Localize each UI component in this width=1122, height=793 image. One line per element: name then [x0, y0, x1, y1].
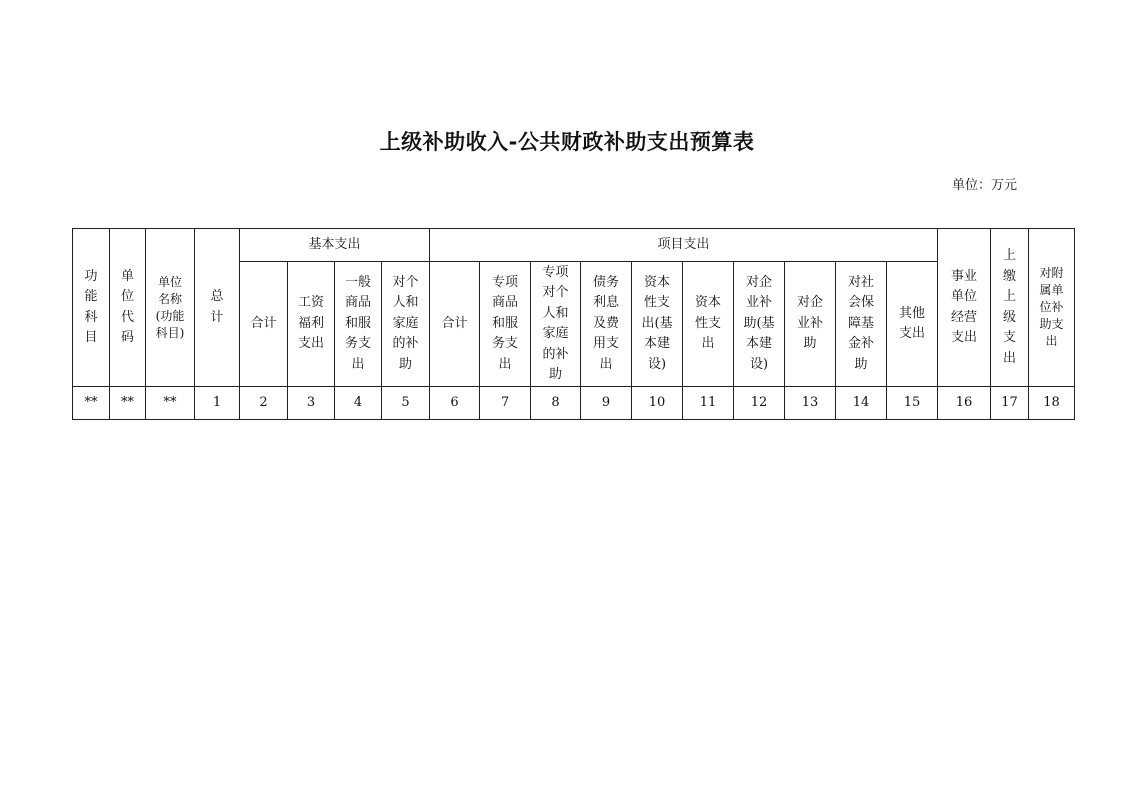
- index-cell: **: [146, 387, 195, 420]
- header-text-line: 支出: [899, 326, 926, 341]
- header-text-line: 对企: [797, 295, 824, 311]
- header-text-line: 一般: [344, 274, 371, 290]
- header-xiangmu-heji: [430, 262, 480, 387]
- header-text-line: 工资: [297, 295, 324, 311]
- header-text-line: 合计: [441, 315, 468, 331]
- header-text-line: 助: [549, 367, 563, 382]
- header-text-line: 商品: [492, 295, 519, 311]
- header-text-line: 障基: [848, 315, 875, 331]
- header-text-line: 的补: [542, 346, 569, 362]
- header-cell-text: [1040, 265, 1064, 350]
- header-cell-text: [848, 273, 874, 376]
- index-cell: 13: [785, 387, 836, 420]
- header-shehui-baozhang: [836, 262, 887, 387]
- index-cell: 10: [632, 387, 683, 420]
- index-cell: 2: [240, 387, 288, 420]
- header-text-line: 科: [84, 309, 98, 325]
- index-cell: 16: [938, 387, 991, 420]
- header-zhuanxiang-shangpin: [480, 262, 531, 387]
- header-text-line: 目: [84, 330, 98, 345]
- header-text-line: 出: [599, 356, 613, 372]
- header-text-line: 单位: [157, 274, 182, 289]
- header-text-line: 出: [1045, 334, 1058, 348]
- header-gongzi-fuli: [288, 262, 335, 387]
- header-qita-zhichu: [887, 262, 938, 387]
- header-text-line: 能: [84, 289, 98, 304]
- header-text-line: 对企: [746, 274, 773, 290]
- header-text-line: 助(基: [743, 315, 775, 331]
- index-cell: 7: [480, 387, 531, 420]
- header-cell-text: [899, 304, 925, 345]
- header-text-line: 经营: [951, 309, 978, 325]
- header-xiangmu-zhichu: 项目支出: [430, 229, 938, 262]
- header-text-line: 代: [120, 309, 134, 325]
- header-text-line: 资本: [644, 274, 671, 290]
- header-yiban-shangpin: [335, 262, 382, 387]
- header-text-line: 债务: [593, 274, 620, 290]
- header-text-line: 支: [1003, 330, 1017, 345]
- header-text-line: 和服: [492, 315, 519, 331]
- header-text-line: 务支: [492, 336, 519, 352]
- header-text-line: 利息: [593, 295, 620, 311]
- header-cell-text: [442, 314, 468, 335]
- header-cell-text: [121, 267, 134, 349]
- header-ziben-zhichu: [683, 262, 734, 387]
- header-text-line: 务支: [344, 336, 371, 352]
- index-cell: 11: [683, 387, 734, 420]
- header-zhaiwu-lixi: [581, 262, 632, 387]
- unit-label: 单位：万元: [951, 178, 1017, 193]
- index-cell: 15: [887, 387, 938, 420]
- header-text-line: 及费: [593, 315, 620, 331]
- header-text-line: 出(基: [641, 315, 673, 331]
- index-cell: 17: [991, 387, 1029, 420]
- header-cell-text: [393, 273, 419, 376]
- header-text-line: 商品: [344, 295, 371, 311]
- index-cell: 6: [430, 387, 480, 420]
- header-cell-text: [593, 273, 619, 376]
- header-text-line: 对个: [392, 274, 419, 290]
- header-ziben-jiben-jianshe: [632, 262, 683, 387]
- header-text-line: 对社: [848, 274, 875, 290]
- header-cell-text: [210, 287, 223, 328]
- header-text-line: 助支: [1039, 317, 1064, 331]
- header-cell-text: [492, 273, 518, 376]
- header-text-line: 用支: [593, 336, 620, 352]
- header-text-line: 事业: [951, 268, 978, 284]
- header-text-line: 科目): [155, 325, 185, 340]
- header-shangjiao: [991, 229, 1029, 387]
- header-text-line: 功: [84, 268, 98, 284]
- header-cell-text: [84, 267, 97, 349]
- header-text-line: 名称: [157, 291, 182, 306]
- header-text-line: 总: [210, 289, 224, 304]
- header-dui-geren-jiating: [382, 262, 430, 387]
- header-cell-text: [797, 293, 823, 355]
- header-zongji: [195, 229, 240, 387]
- index-cell: 9: [581, 387, 632, 420]
- header-text-line: 出: [351, 356, 365, 372]
- header-dui-fushu: [1029, 229, 1075, 387]
- budget-table: [72, 228, 1075, 420]
- header-qiye-buzhu: [785, 262, 836, 387]
- header-cell-text: [951, 267, 977, 349]
- header-text-line: 专项: [542, 264, 569, 280]
- header-shiye-jingying: [938, 229, 991, 387]
- header-text-line: 和服: [344, 315, 371, 331]
- header-text-line: 出: [701, 336, 715, 352]
- header-text-line: 支出: [297, 336, 324, 352]
- header-text-line: 上: [1003, 248, 1017, 263]
- index-row: [73, 387, 1075, 420]
- header-text-line: 出: [1003, 350, 1017, 366]
- header-cell-text: [641, 273, 672, 376]
- header-text-line: 助: [803, 336, 817, 352]
- header-qiye-jiben-jianshe: [734, 262, 785, 387]
- header-text-line: 合计: [250, 315, 277, 331]
- index-cell: 1: [195, 387, 240, 420]
- index-cell: 12: [734, 387, 785, 420]
- header-text-line: 属单: [1039, 283, 1064, 297]
- header-text-line: 性支: [695, 315, 722, 331]
- header-text-line: 金补: [848, 336, 875, 352]
- header-text-line: 级: [1003, 309, 1017, 325]
- header-cell-text: [298, 293, 324, 355]
- header-row-1: [73, 229, 1075, 262]
- header-text-line: 本建: [746, 336, 773, 352]
- header-text-line: 的补: [392, 336, 419, 352]
- index-cell: 18: [1029, 387, 1075, 420]
- header-text-line: 对附: [1039, 266, 1064, 280]
- index-cell: **: [73, 387, 110, 420]
- header-text-line: 上: [1003, 289, 1017, 304]
- header-danwei-mingcheng: [146, 229, 195, 387]
- header-text-line: 人和: [542, 305, 569, 321]
- header-text-line: 业补: [797, 315, 824, 331]
- header-gongneng-kemu: [73, 229, 110, 387]
- index-cell: 5: [382, 387, 430, 420]
- header-text-line: 家庭: [392, 315, 419, 331]
- header-text-line: 位: [120, 289, 134, 304]
- header-text-line: 对个: [542, 285, 569, 300]
- header-text-line: 福利: [297, 315, 324, 331]
- header-jiben-heji: [240, 262, 288, 387]
- header-cell-text: [695, 293, 721, 355]
- header-text-line: 支出: [951, 330, 978, 345]
- header-text-line: 助: [854, 356, 868, 372]
- header-zhuanxiang-geren: [531, 262, 581, 387]
- header-text-line: 码: [120, 330, 134, 345]
- header-text-line: 其他: [899, 305, 926, 321]
- index-cell: **: [110, 387, 146, 420]
- header-text-line: 家庭: [542, 326, 569, 341]
- header-text-line: 人和: [392, 295, 419, 311]
- header-text-line: 助: [399, 356, 413, 372]
- header-cell-text: [250, 314, 276, 335]
- header-text-line: 资本: [695, 295, 722, 311]
- header-text-line: 出: [498, 356, 512, 372]
- header-text-line: 设): [749, 356, 769, 372]
- page-title: 上级补助收入-公共财政补助支出预算表: [379, 130, 755, 154]
- header-text-line: 缴: [1003, 268, 1017, 284]
- header-danwei-daima: [110, 229, 146, 387]
- index-cell: 8: [531, 387, 581, 420]
- header-text-line: 性支: [644, 295, 671, 311]
- header-text-line: 位补: [1039, 300, 1064, 314]
- header-text-line: 设): [647, 356, 667, 372]
- header-jiben-zhichu: 基本支出: [240, 229, 430, 262]
- header-text-line: 计: [210, 309, 224, 325]
- header-text-line: (功能: [155, 308, 185, 323]
- index-cell: 14: [836, 387, 887, 420]
- header-cell-text: [156, 274, 185, 342]
- header-text-line: 会保: [848, 295, 875, 311]
- index-cell: 3: [288, 387, 335, 420]
- header-cell-text: [1003, 246, 1016, 369]
- header-text-line: 本建: [644, 336, 671, 352]
- header-text-line: 业补: [746, 295, 773, 311]
- header-text-line: 单位: [951, 289, 978, 304]
- header-cell-text: [345, 273, 371, 376]
- header-cell-text: [743, 273, 774, 376]
- header-text-line: 单: [120, 268, 134, 284]
- header-text-line: 专项: [492, 274, 519, 290]
- header-cell-text: [543, 263, 569, 386]
- index-cell: 4: [335, 387, 382, 420]
